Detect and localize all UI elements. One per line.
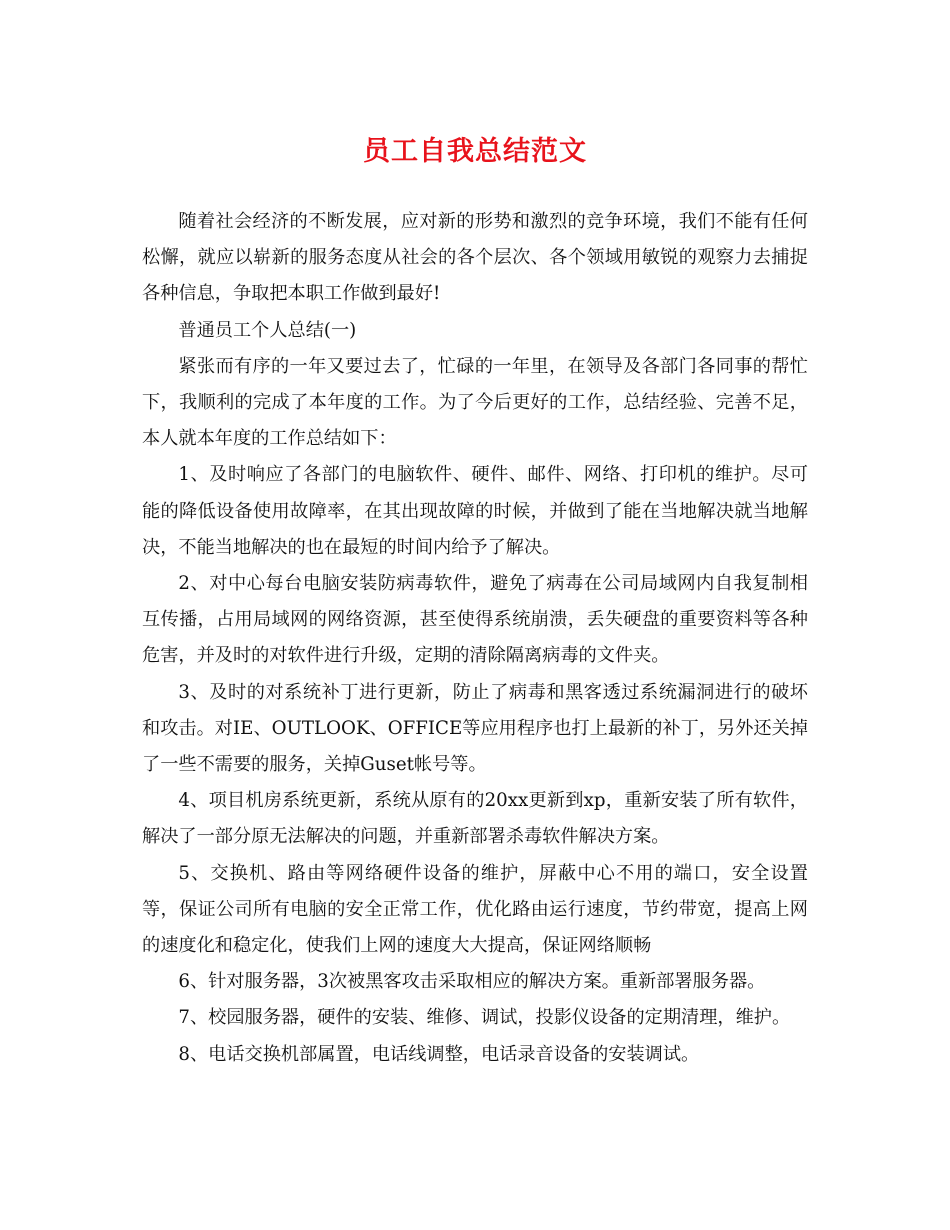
section-heading: 普通员工个人总结(一) — [178, 319, 357, 341]
list-item-4: 4、项目机房系统更新，系统从原有的20xx更新到xp，重新安装了所有软件，解决了一部分原无法解决的问题，并重新部署杀毒软件解决方案。 — [142, 790, 808, 848]
document-title: 员工自我总结范文 — [363, 136, 587, 167]
list-item-8: 8、电话交换机部属置，电话线调整，电话录音设备的安装调试。 — [178, 1043, 700, 1065]
list-item-5: 5、交换机、路由等网络硬件设备的维护，屏蔽中心不用的端口，安全设置等，保证公司所有电脑的安全正常工作，优化路由运行速度，节约带宽，提高上网的速度化和稳定化，使我们上网的速度大大提高，保证网络顺畅 — [142, 862, 808, 957]
list-item-1: 1、及时响应了各部门的电脑软件、硬件、邮件、网络、打印机的维护。尽可能的降低设备使用故障率，在其出现故障的时候，并做到了能在当地解决就当地解决，不能当地解决的也在最短的时间内给予了解决。 — [142, 464, 808, 558]
summary-intro-paragraph: 紧张而有序的一年又要过去了，忙碌的一年里，在领导及各部门各同事的帮忙下，我顺利的完成了本年度的工作。为了今后更好的工作，总结经验、完善不足，本人就本年度的工作总结如下： — [142, 355, 808, 450]
list-item-6: 6、针对服务器，3次被黑客攻击采取相应的解决方案。重新部署服务器。 — [178, 971, 766, 993]
list-item-3: 3、及时的对系统补丁进行更新，防止了病毒和黑客透过系统漏洞进行的破坏和攻击。对IE、OUTLOOK、OFFICE等应用程序也打上最新的补丁，另外还关掉了一些不需要的服务，关掉Guset帐号等。 — [142, 681, 808, 776]
document-body — [142, 204, 808, 1073]
list-item-2: 2、对中心每台电脑安装防病毒软件，避免了病毒在公司局域网内自我复制相互传播，占用局域网的网络资源，甚至使得系统崩溃，丢失硬盘的重要资料等各种危害，并及时的对软件进行升级，定期的清除隔离病毒的文件夹。 — [142, 573, 808, 667]
list-item-7: 7、校园服务器，硬件的安装、维修、调试，投影仪设备的定期清理，维护。 — [178, 1007, 791, 1029]
intro-paragraph: 随着社会经济的不断发展，应对新的形势和激烈的竞争环境，我们不能有任何松懈，就应以崭新的服务态度从社会的各个层次、各个领域用敏锐的观察力去捕捉各种信息，争取把本职工作做到最好! — [142, 211, 808, 305]
